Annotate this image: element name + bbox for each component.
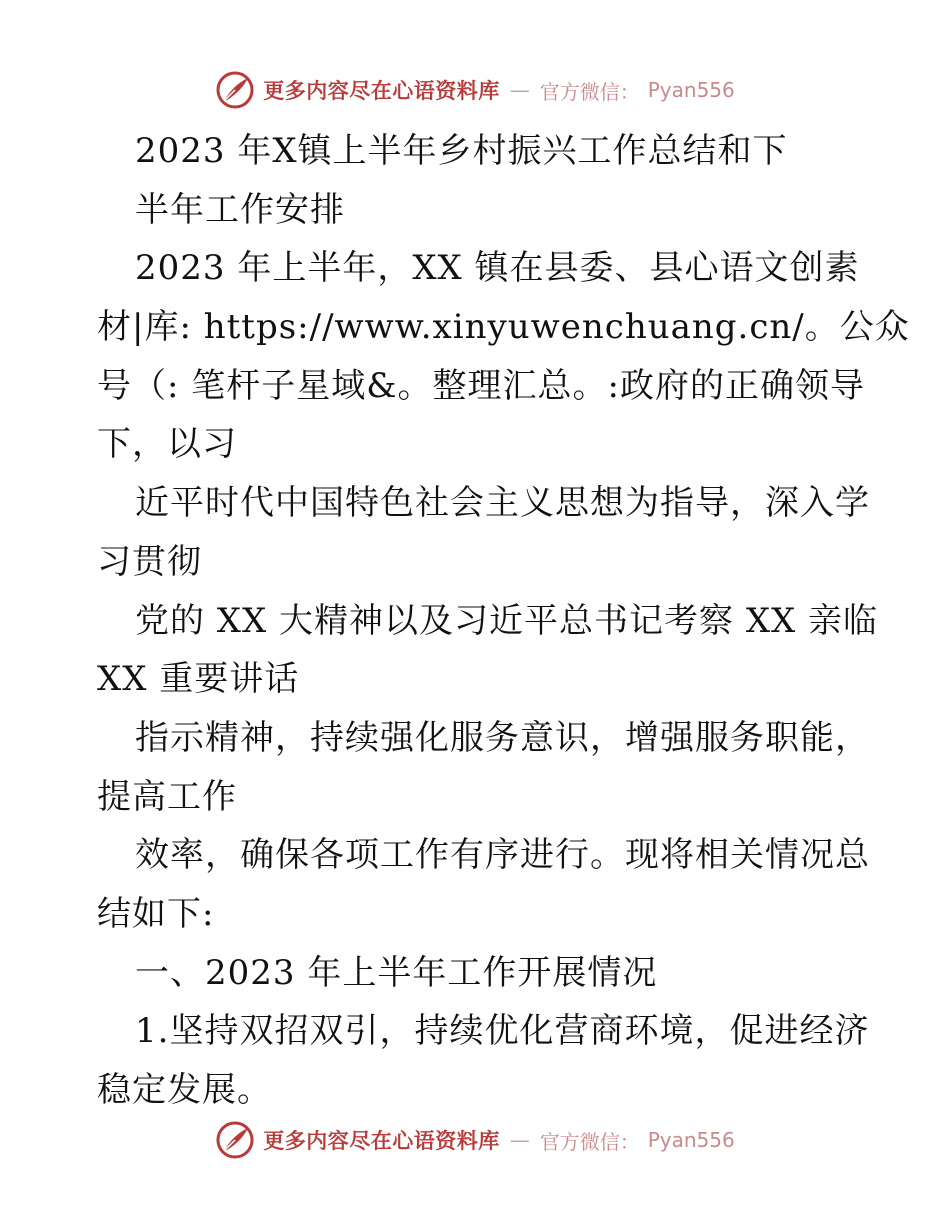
doc-paragraph-line: 下，以习 xyxy=(97,424,237,465)
header-watermark xyxy=(0,68,950,112)
doc-paragraph-line: 2023 年上半年，XX 镇在县委、县心语文创素 xyxy=(135,248,860,289)
feather-pen-logo-icon xyxy=(215,70,255,110)
doc-title-line-2: 半年工作安排 xyxy=(135,189,345,230)
watermark-separator: — xyxy=(509,1128,530,1152)
doc-paragraph-line: 结如下: xyxy=(97,893,215,934)
doc-title-line-1: 2023 年X镇上半年乡村振兴工作总结和下 xyxy=(135,131,788,171)
doc-paragraph-line: 党的 XX 大精神以及习近平总书记考察 XX 亲临 xyxy=(135,600,879,641)
watermark-wechat-label: 官方微信： xyxy=(539,79,640,104)
doc-paragraph-line: 提高工作 xyxy=(97,776,237,817)
watermark-text: 更多内容尽在心语资料库 xyxy=(263,1128,500,1153)
doc-paragraph-line: XX 重要讲话 xyxy=(97,659,300,700)
doc-paragraph-line: 材|库: https://www.xinyuwenchuang.cn/。公众 xyxy=(97,307,910,348)
watermark-wechat-label: 官方微信： xyxy=(539,1129,640,1154)
doc-subsection-heading: 1.坚持双招双引，持续优化营商环境，促进经济 xyxy=(135,1011,870,1052)
doc-paragraph-line: 习贯彻 xyxy=(97,541,202,582)
doc-paragraph-line: 号（: 笔杆子星域&。整理汇总。:政府的正确领导 xyxy=(97,365,865,406)
watermark-text: 更多内容尽在心语资料库 xyxy=(263,78,500,103)
doc-paragraph-line: 指示精神，持续强化服务意识，增强服务职能， xyxy=(135,717,870,758)
feather-pen-logo-icon xyxy=(215,1120,255,1160)
watermark-separator: — xyxy=(509,78,530,102)
document-body xyxy=(97,122,910,1120)
doc-section-heading: 一、2023 年上半年工作开展情况 xyxy=(135,952,658,993)
doc-subsection-heading: 稳定发展。 xyxy=(97,1070,272,1110)
doc-paragraph-line: 效率，确保各项工作有序进行。现将相关情况总 xyxy=(135,835,870,876)
footer-watermark xyxy=(0,1118,950,1162)
watermark-wechat-id: Pyan556 xyxy=(647,78,735,102)
watermark-wechat-id: Pyan556 xyxy=(647,1128,735,1152)
doc-paragraph-line: 近平时代中国特色社会主义思想为指导，深入学 xyxy=(135,483,870,524)
